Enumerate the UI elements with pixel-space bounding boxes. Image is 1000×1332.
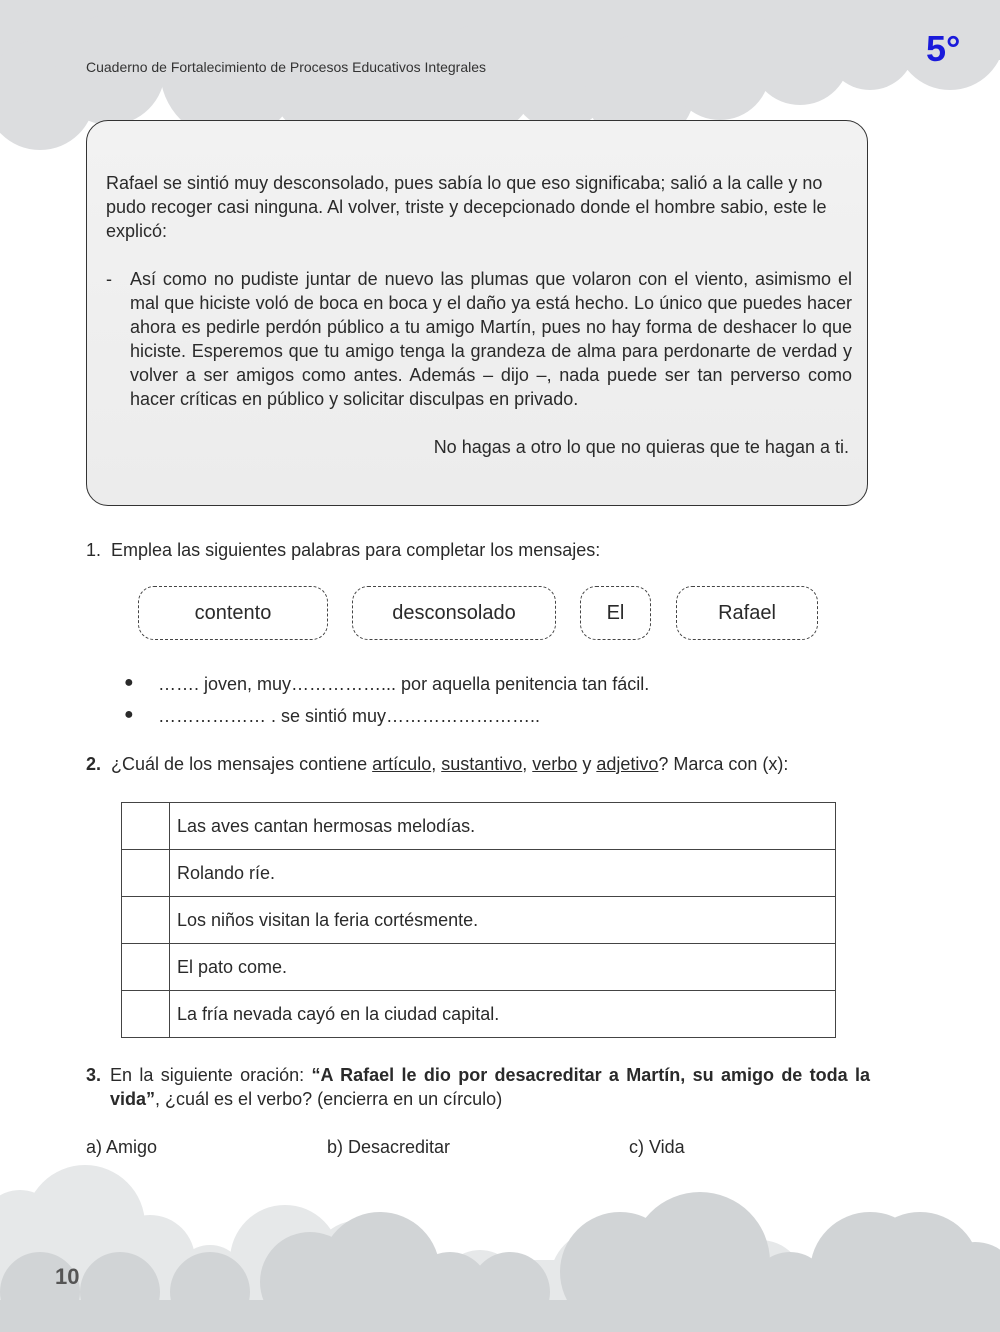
prompt-text: En la siguiente oración: bbox=[110, 1065, 312, 1085]
sentence-cell: Las aves cantan hermosas melodías. bbox=[170, 803, 836, 850]
term: sustantivo bbox=[441, 754, 523, 774]
sentence-cell: Los niños visitan la feria cortésmente. bbox=[170, 897, 836, 944]
prompt-text: ? Marca con (x): bbox=[658, 754, 789, 774]
fill-sentence[interactable]: ……. joven, muy……………... por aquella penitencia tan fácil. bbox=[158, 674, 650, 694]
fill-sentence[interactable]: ……………… . se sintió muy…………………….. bbox=[158, 706, 541, 726]
table-row bbox=[122, 897, 836, 944]
mark-cell[interactable] bbox=[122, 850, 170, 897]
sentence-cell: La fría nevada cayó en la ciudad capital. bbox=[170, 991, 836, 1038]
story-paragraph: Rafael se sintió muy desconsolado, pues sabía lo que eso significaba; salió a la calle y no pudo recoger casi ninguna. Al volver, triste y decepcionado donde el hombre sabio, este le explicó: bbox=[106, 173, 827, 241]
option-a[interactable]: a) Amigo bbox=[86, 1137, 158, 1157]
quoted-sentence: “A Rafael le dio por desacreditar a Martín, su amigo de toda la vida” bbox=[110, 1065, 871, 1109]
question-1 bbox=[86, 538, 600, 562]
prompt-text: , ¿cuál es el verbo? (encierra en un círculo) bbox=[155, 1089, 503, 1109]
question-3 bbox=[86, 1063, 870, 1111]
word-box: El bbox=[580, 586, 651, 640]
prompt-text: ¿Cuál de los mensajes contiene bbox=[111, 754, 373, 774]
page-number: 10 bbox=[55, 1264, 80, 1289]
grade-label: 5° bbox=[926, 28, 961, 69]
sentence-cell: Rolando ríe. bbox=[170, 850, 836, 897]
question-number: 1. bbox=[86, 540, 102, 560]
cloud-footer-decoration bbox=[0, 1150, 1000, 1332]
dialogue-dash: - bbox=[106, 269, 112, 289]
mark-cell[interactable] bbox=[122, 803, 170, 850]
word-box: Rafael bbox=[676, 586, 818, 640]
sentence-cell: El pato come. bbox=[170, 944, 836, 991]
mark-cell[interactable] bbox=[122, 944, 170, 991]
table-row bbox=[122, 944, 836, 991]
term: artículo bbox=[372, 754, 432, 774]
table-row bbox=[122, 850, 836, 897]
table-row bbox=[122, 803, 836, 850]
mark-cell[interactable] bbox=[122, 991, 170, 1038]
separator: , bbox=[431, 754, 442, 774]
story-dialogue: Así como no pudiste juntar de nuevo las plumas que volaron con el viento, asimismo el mal que hiciste voló de boca en boca y el daño ya está hecho. Lo único que puedes hacer ahora es pedirle perdón público a tu amigo Martín, pues no hay forma de deshacer lo que hiciste. Esperemos que tu amigo tenga la grandeza de alma para perdonarte de verdad y volver a ser amigos como antes. Además – dijo –, nada puede ser tan perverso como hacer críticas en público y solicitar disculpas en privado. bbox=[130, 269, 852, 409]
mark-cell[interactable] bbox=[122, 897, 170, 944]
question-prompt: Emplea las siguientes palabras para completar los mensajes: bbox=[111, 540, 601, 560]
term: verbo bbox=[532, 754, 578, 774]
term: adjetivo bbox=[596, 754, 659, 774]
story-moral: No hagas a otro lo que no quieras que te hagan a ti. bbox=[433, 437, 849, 457]
separator: , bbox=[522, 754, 533, 774]
bullet-icon: ● bbox=[124, 674, 134, 691]
sentence-table bbox=[121, 802, 836, 1038]
question-number: 3. bbox=[86, 1065, 102, 1085]
word-box: desconsolado bbox=[352, 586, 556, 640]
question-number: 2. bbox=[86, 754, 102, 774]
table-row bbox=[122, 991, 836, 1038]
option-b[interactable]: b) Desacreditar bbox=[327, 1137, 451, 1157]
option-c[interactable]: c) Vida bbox=[629, 1137, 685, 1157]
bullet-icon: ● bbox=[124, 706, 134, 723]
question-2 bbox=[86, 752, 788, 776]
separator: y bbox=[577, 754, 597, 774]
word-box: contento bbox=[138, 586, 328, 640]
workbook-title: Cuaderno de Fortalecimiento de Procesos Educativos Integrales bbox=[86, 59, 486, 75]
